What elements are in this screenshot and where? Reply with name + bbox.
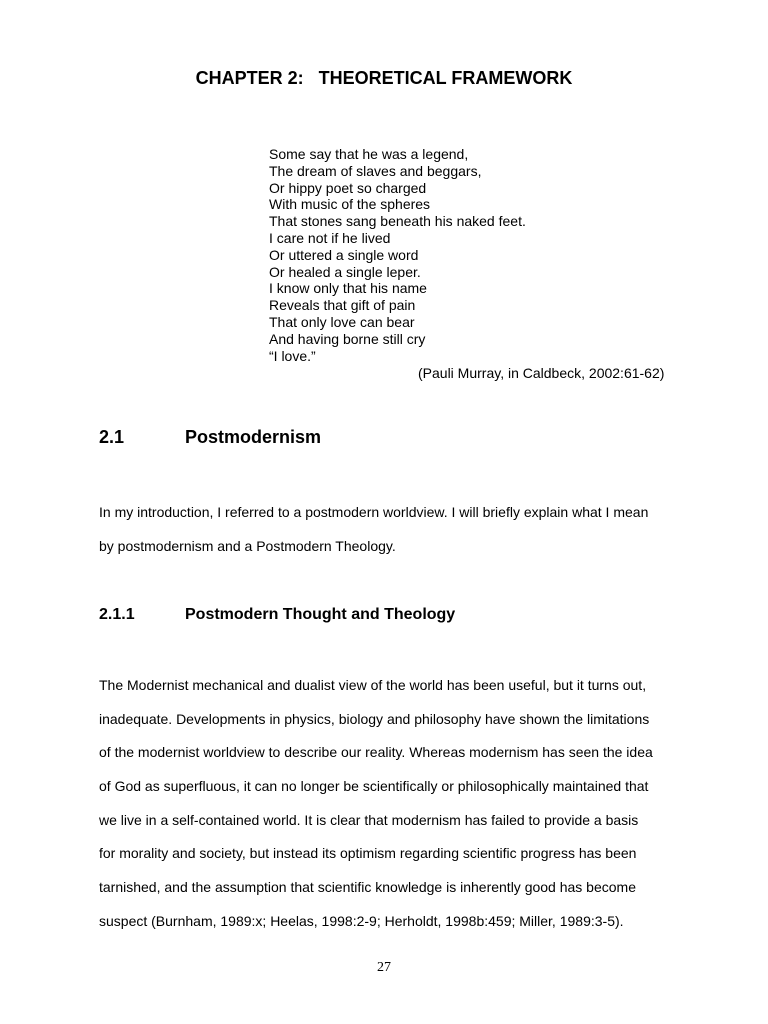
paragraph-line: tarnished, and the assumption that scientific knowledge is inherently good has become [99,879,636,895]
section-number: 2.1 [99,427,125,447]
poem-line: Or uttered a single word [269,246,419,263]
section-heading-2-1 [99,427,321,448]
section-title: Postmodern Thought and Theology [185,606,456,623]
paragraph-line: inadequate. Developments in physics, biology and philosophy have shown the limitations [99,711,650,727]
poem-line: The dream of slaves and beggars, [269,162,482,179]
poem-line: That only love can bear [269,313,415,330]
poem-line: And having borne still cry [269,330,426,347]
poem-line: I know only that his name [269,280,427,297]
paragraph-line: of God as superfluous, it can no longer be scientifically or philosophically maintained that [99,778,649,794]
section-heading-2-1-1 [99,606,455,624]
paragraph-line: by postmodernism and a Postmodern Theology. [99,538,396,554]
poem-line: “I love.” [269,347,316,364]
section-title: Postmodernism [185,427,322,447]
poem-line: With music of the spheres [269,196,431,213]
poem-attribution: (Pauli Murray, in Caldbeck, 2002:61-62) [418,365,665,381]
paragraph-line: for morality and society, but instead its optimism regarding scientific progress has been [99,845,637,861]
poem-line: I care not if he lived [269,229,391,246]
paragraph-line: In my introduction, I referred to a postmodern worldview. I will briefly explain what I mean [99,504,649,520]
poem-line: Reveals that gift of pain [269,297,416,314]
section-number: 2.1.1 [99,606,135,623]
paragraph-line: The Modernist mechanical and dualist view of the world has been useful, but it turns out, [99,677,647,693]
page-number: 27 [377,960,391,975]
epigraph-poem [269,146,526,364]
poem-line: Or healed a single leper. [269,263,421,280]
paragraph-line: we live in a self-contained world. It is clear that modernism has failed to provide a basis [99,812,639,828]
poem-line: Or hippy poet so charged [269,179,427,196]
poem-line: That stones sang beneath his naked feet. [269,213,526,230]
chapter-title: CHAPTER 2: THEORETICAL FRAMEWORK [195,68,573,88]
poem-line: Some say that he was a legend, [269,146,469,162]
paragraph-line: of the modernist worldview to describe our reality. Whereas modernism has seen the idea [99,744,653,760]
paragraph-line: suspect (Burnham, 1989:x; Heelas, 1998:2-9; Herholdt, 1998b:459; Miller, 1989:3-5). [99,913,624,929]
